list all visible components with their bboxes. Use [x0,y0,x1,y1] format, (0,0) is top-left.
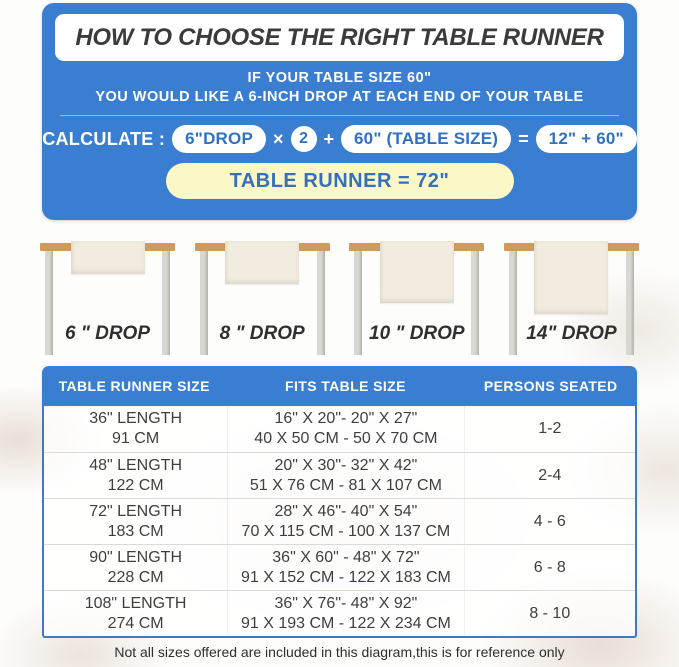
fits-table-size-cell [227,453,463,498]
persons-seated-cell: 1-2 [464,406,635,452]
runner-cloth [380,241,454,303]
drop-figure [349,243,484,361]
intro-line-1: IF YOUR TABLE SIZE 60" [247,70,432,86]
divider-line [60,115,619,116]
drop-label: 8 " DROP [219,323,305,344]
fits-size-inches: 36" X 60" - 48" X 72" [272,548,420,566]
runner-length-inches: 90" LENGTH [89,548,183,566]
size-table [42,366,637,638]
drop-figure [40,243,175,361]
col-header-fits-size: FITS TABLE SIZE [285,378,406,394]
size-table-body [42,406,637,638]
runner-length-cm: 274 CM [107,614,164,632]
runner-length-inches: 48" LENGTH [89,456,183,474]
runner-size-cell [44,591,227,636]
drop-figure [504,243,639,361]
persons-seated-cell: 2-4 [464,453,635,498]
multiplier-badge: 2 [291,126,317,152]
calculate-label: CALCULATE : [42,128,166,149]
runner-size-cell [44,406,227,452]
fits-size-inches: 16" X 20"- 20" X 27" [274,410,418,427]
multiply-operator: × [273,128,284,149]
intro-line-2: YOU WOULD LIKE A 6-INCH DROP AT EACH END OF YOUR TABLE [95,89,584,105]
runner-cloth [225,241,299,284]
plus-operator: + [323,128,335,149]
size-table-header [42,366,637,406]
runner-length-cm: 122 CM [107,476,164,494]
runner-result-text: TABLE RUNNER = 72" [229,169,450,192]
fits-size-inches: 20" X 30"- 32" X 42" [274,456,418,474]
fits-table-size-cell [227,545,463,590]
runner-length-inches: 36" LENGTH [89,410,183,427]
runner-size-cell [44,499,227,544]
equals-operator: = [518,128,529,149]
fits-size-cm: 91 X 193 CM - 122 X 234 CM [240,614,451,632]
footnote: Not all sizes offered are included in this diagram,this is for reference only [114,644,565,660]
drop-label: 6 " DROP [64,323,151,344]
table-row [44,406,635,452]
drop-pill: 6"DROP [172,125,266,153]
col-header-runner-size: TABLE RUNNER SIZE [58,378,210,394]
table-row [44,452,635,498]
runner-cloth [534,241,608,314]
fits-size-cm: 40 X 50 CM - 50 X 70 CM [254,430,438,447]
runner-size-cell [44,545,227,590]
runner-result-pill [166,163,514,199]
persons-seated-cell: 8 - 10 [464,591,635,636]
runner-length-cm: 228 CM [107,568,164,586]
runner-length-cm: 183 CM [107,522,164,540]
fits-table-size-cell [227,499,463,544]
persons-seated-cell: 6 - 8 [464,545,635,590]
drop-label: 10 " DROP [369,323,465,344]
page-title: HOW TO CHOOSE THE RIGHT TABLE RUNNER [75,23,604,51]
fits-table-size-cell [227,406,463,452]
fits-size-cm: 51 X 76 CM - 81 X 107 CM [249,476,442,494]
table-row [44,544,635,590]
fits-size-inches: 36" X 76"- 48" X 92" [274,594,418,612]
col-header-persons-seated: PERSONS SEATED [483,378,618,394]
drop-figures [40,243,639,361]
fits-table-size-cell [227,591,463,636]
fits-size-cm: 91 X 152 CM - 122 X 183 CM [240,568,451,586]
table-size-pill: 60" (TABLE SIZE) [341,125,511,153]
title-box [55,14,624,61]
runner-length-inches: 72" LENGTH [89,502,183,520]
sum-pill: 12" + 60" [536,125,637,153]
table-row [44,498,635,544]
drop-figure [195,243,330,361]
runner-size-cell [44,453,227,498]
runner-length-cm: 91 CM [112,430,160,447]
persons-seated-cell: 4 - 6 [464,499,635,544]
drop-label: 14" DROP [526,323,617,344]
calculation-row [42,125,637,153]
table-row [44,590,635,636]
fits-size-cm: 70 X 115 CM - 100 X 137 CM [241,522,451,540]
fits-size-inches: 28" X 46"- 40" X 54" [274,502,418,520]
header-panel [42,3,637,220]
runner-cloth [71,241,145,274]
runner-length-inches: 108" LENGTH [84,594,187,612]
